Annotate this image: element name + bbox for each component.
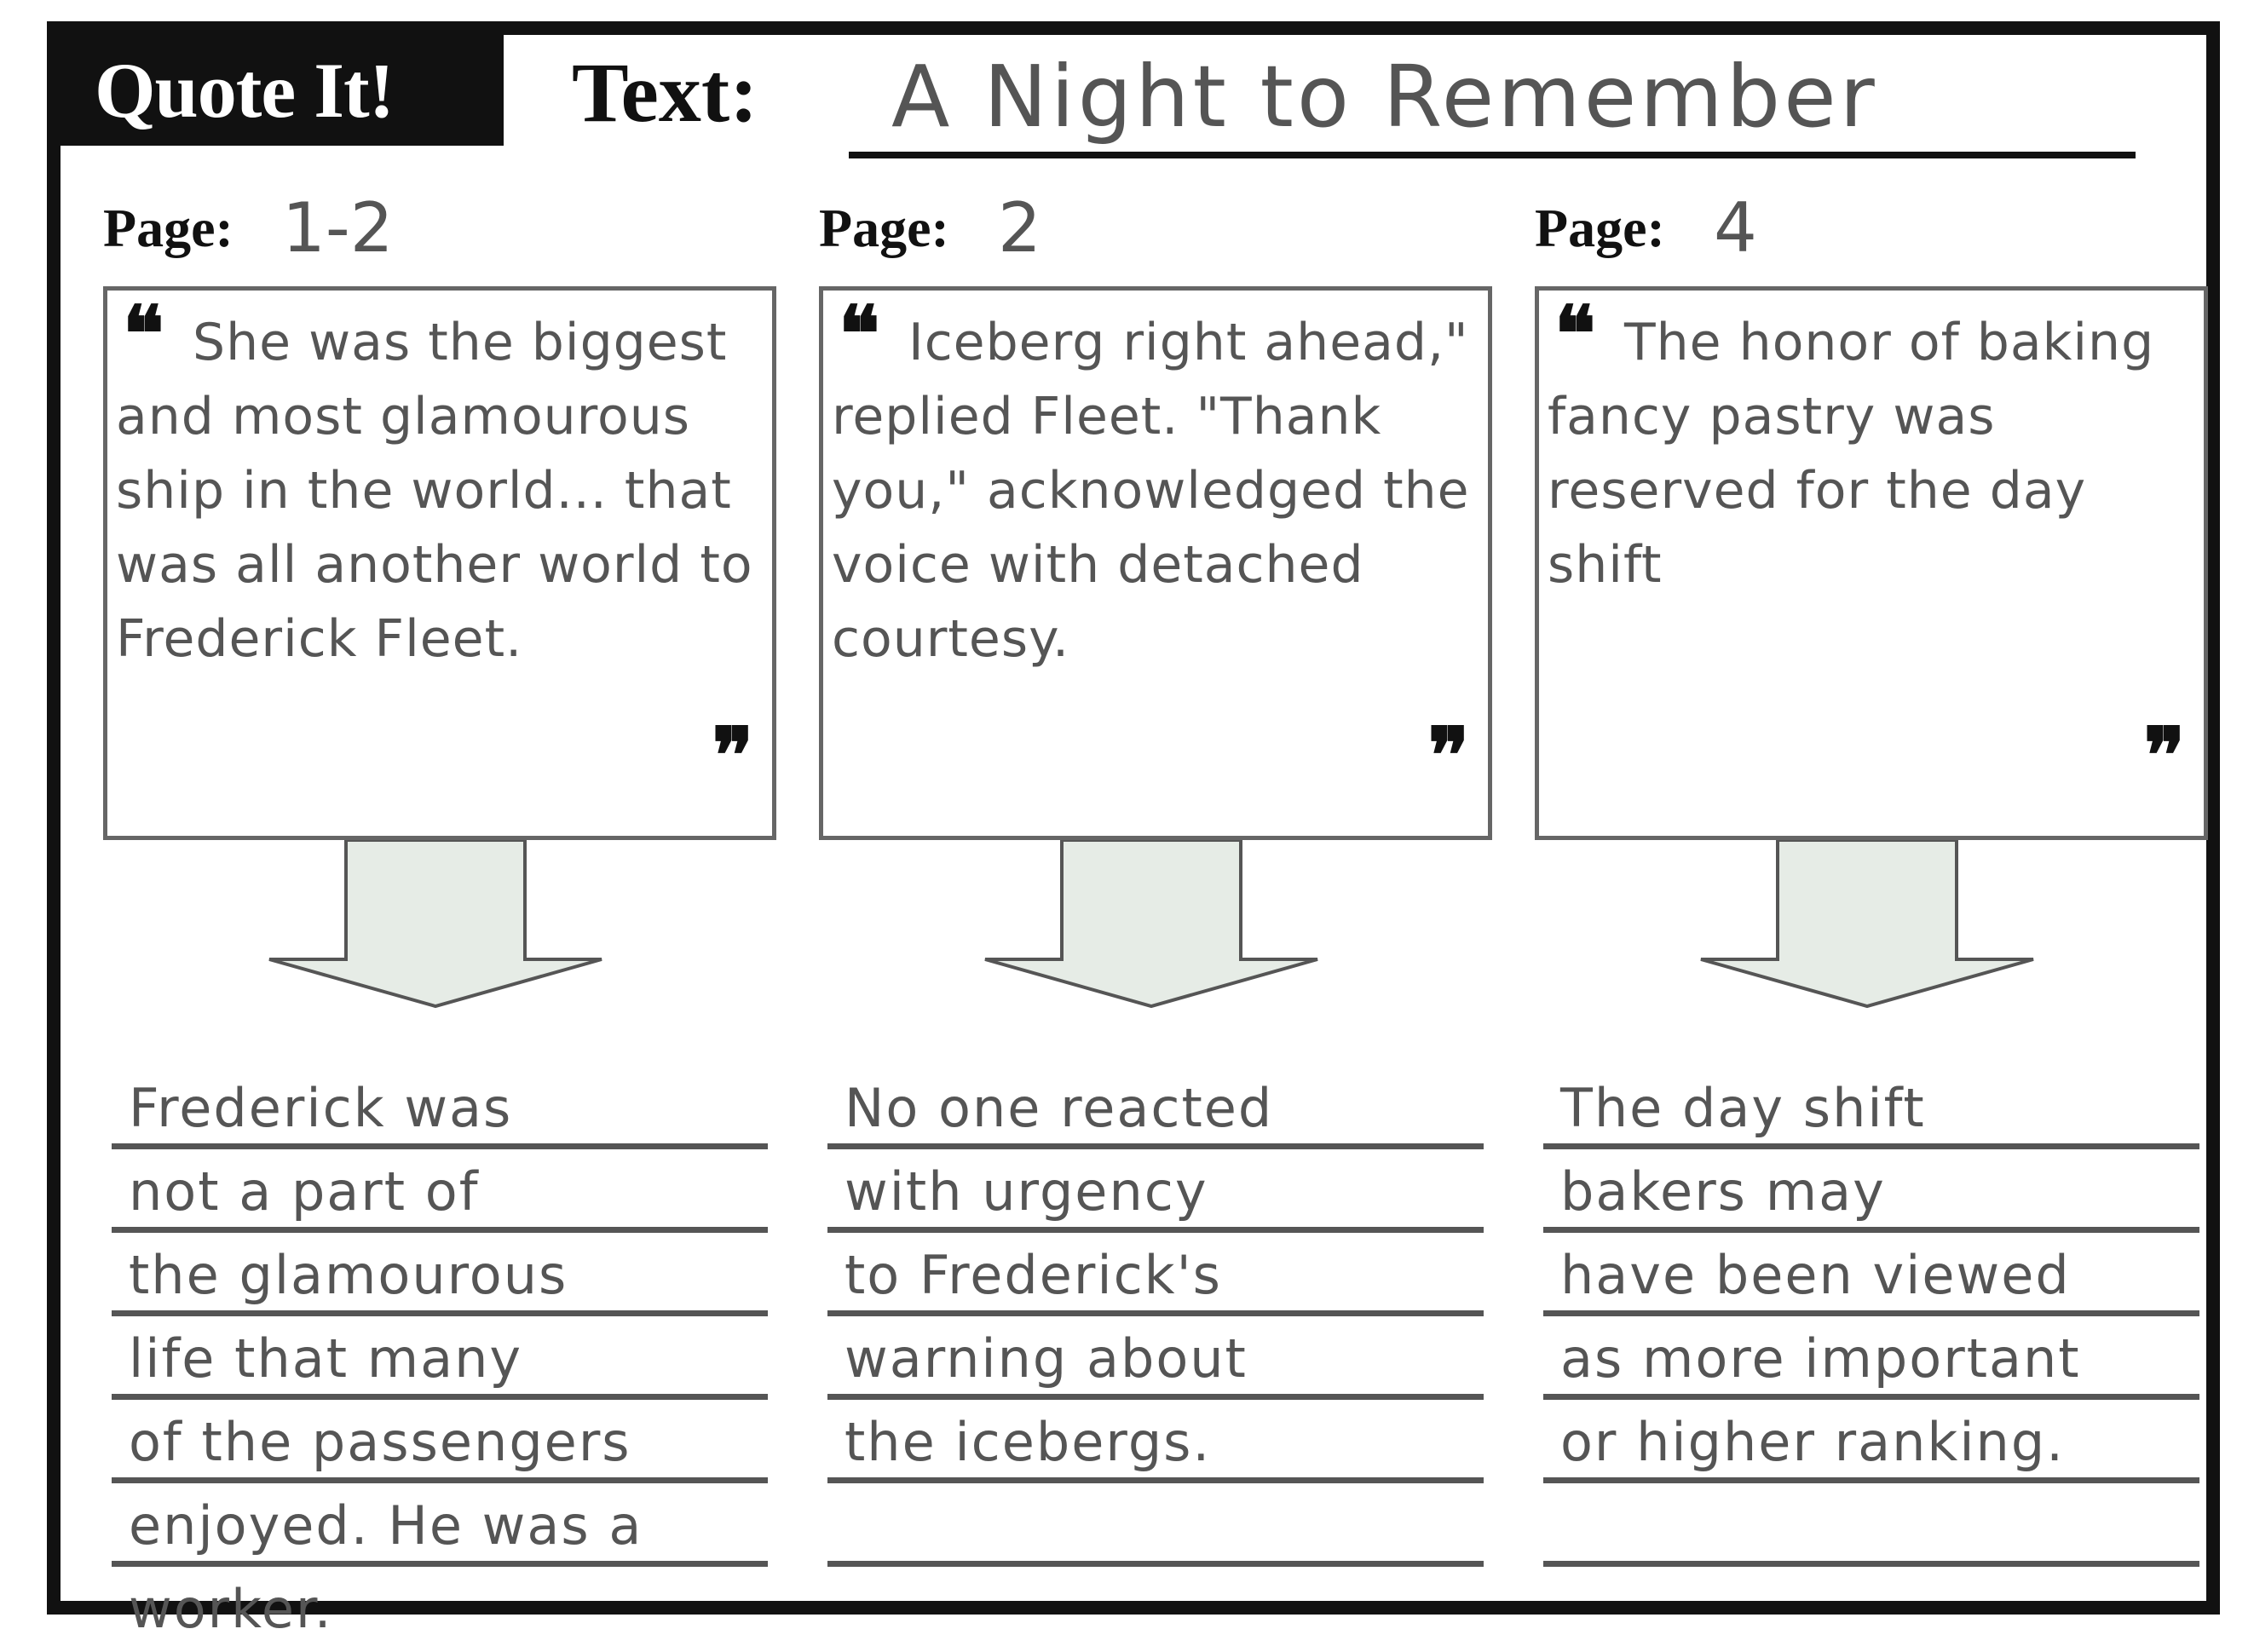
response-line: the icebergs. [827,1400,1484,1483]
response-line: Frederick was [112,1066,768,1149]
quote-box [819,286,1492,840]
response-lines [112,1066,768,1652]
quote-box [103,286,776,840]
response-line: as more important [1543,1316,2199,1400]
response-line: warning about [827,1316,1484,1400]
page-number-value: 2 [998,188,1041,268]
close-quote-icon: ❞ [2143,715,2185,799]
quote-text: Iceberg right ahead," replied Fleet. "Thank you," acknowledged the voice with detached courtesy. [832,313,1470,669]
response-line: enjoyed. He was a [112,1483,768,1567]
response-line: to Frederick's [827,1233,1484,1316]
down-arrow-icon [261,840,619,1010]
close-quote-icon: ❞ [1427,715,1469,799]
response-line [827,1483,1484,1567]
page-number-value: 1-2 [282,188,394,268]
response-line: of the passengers [112,1400,768,1483]
down-arrow-icon [1692,840,2050,1010]
response-line [1543,1483,2199,1567]
response-line: not a part of [112,1149,768,1233]
quote-column-1 [103,188,776,1640]
response-lines [1543,1066,2199,1567]
response-line: the glamourous [112,1233,768,1316]
open-quote-icon: ❝ [123,293,164,377]
response-line: have been viewed [1543,1233,2199,1316]
page-label: Page: [103,198,233,258]
text-title-field: A Night to Remember [849,48,2136,158]
open-quote-icon: ❝ [1554,293,1596,377]
quote-it-worksheet [47,21,2220,1640]
worksheet-title: Quote It! [61,35,504,146]
quote-column-2 [819,188,1492,1594]
page-label: Page: [819,198,949,258]
quote-box [1535,286,2208,840]
response-line: with urgency [827,1149,1484,1233]
response-overflow-text: worker. [129,1578,333,1640]
page-label: Page: [1535,198,1665,258]
response-line: bakers may [1543,1149,2199,1233]
quote-text: The honor of baking fancy pastry was reserved for the day shift [1548,313,2155,595]
response-line: The day shift [1543,1066,2199,1149]
close-quote-icon: ❞ [712,715,753,799]
page-number-value: 4 [1714,188,1757,268]
quote-column-3 [1535,188,2208,1594]
down-arrow-icon [977,840,1335,1010]
quote-text: She was the biggest and most glamourous ship in the world... that was all another world to Frederick Fleet. [116,313,753,669]
response-line: life that many [112,1316,768,1400]
response-line: or higher ranking. [1543,1400,2199,1483]
open-quote-icon: ❝ [839,293,880,377]
text-label: Text: [572,45,758,140]
response-lines [827,1066,1484,1567]
response-line: No one reacted [827,1066,1484,1149]
